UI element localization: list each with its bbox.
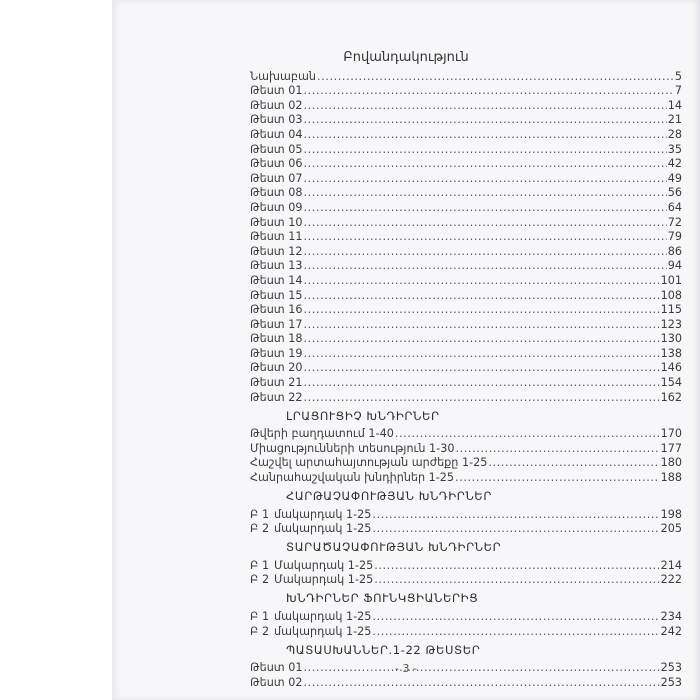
dot-leader (303, 157, 666, 171)
toc-entry-label (250, 143, 302, 157)
toc-entry-page: 222 (660, 573, 682, 587)
toc-entry-text: Թեստ 02 (250, 98, 303, 112)
toc-entry-text: մակարդակ 1-25 (274, 610, 372, 623)
dot-leader (303, 303, 659, 317)
dot-leader (395, 427, 660, 441)
toc-entry[interactable] (250, 69, 682, 84)
toc-entry-label (250, 259, 302, 273)
toc-entry-page: 56 (667, 186, 682, 200)
dot-leader (303, 128, 666, 142)
dot-leader (303, 289, 659, 303)
toc-entry-label (250, 216, 302, 230)
page-number: - 3 - (395, 662, 417, 675)
toc-entry-label (250, 573, 373, 587)
toc-entry[interactable] (250, 230, 682, 245)
dot-leader (374, 573, 659, 587)
toc-entry-page: 49 (667, 171, 682, 185)
toc-entry[interactable] (250, 215, 682, 230)
toc-entry-label (250, 186, 302, 200)
toc-entry-label (250, 347, 302, 361)
toc-entry-text: Հաշվել արտահայտության արժեքը 1-25 (250, 456, 488, 470)
toc-entry-text: Թեստ 01 (250, 661, 303, 675)
toc-entry-text: Թեստ 11 (250, 230, 303, 244)
toc-entry-level: 1 (262, 507, 270, 521)
dot-leader (372, 610, 659, 624)
toc-entry-level: 1 (262, 558, 270, 572)
toc-entry-text: Միացությունների տեսություն 1-30 (250, 441, 455, 455)
toc-entry-text: Թեստ 03 (250, 113, 303, 127)
toc-entry-text: մակարդակ 1-25 (274, 507, 372, 521)
dot-leader (455, 471, 660, 485)
toc-entry-page: 115 (660, 303, 682, 317)
dot-leader (303, 201, 666, 215)
toc-entry-page: 242 (660, 624, 682, 638)
toc-entry-label (250, 113, 302, 127)
section-heading: ՊԱՏԱՍԽԱՆՆԵՐ.1-22 ԹԵՍՏԵՐ (286, 642, 481, 657)
toc-title: Բովանդակություն (343, 50, 469, 65)
toc-entry-text: Նախաբան (250, 69, 316, 83)
toc-entry-label (250, 230, 302, 244)
toc-entry-page: 108 (660, 288, 682, 302)
toc-entry-page: 198 (660, 507, 682, 521)
toc-entry-text: Թեստ 18 (250, 332, 303, 346)
sections-list (250, 405, 682, 690)
toc-entry-page: 162 (660, 390, 682, 404)
table-of-contents (250, 69, 682, 690)
toc-entry-page: 42 (667, 157, 682, 171)
toc-entry[interactable] (250, 259, 682, 274)
toc-entry[interactable] (250, 427, 682, 442)
toc-entry-label (250, 376, 302, 390)
toc-entry[interactable] (250, 157, 682, 172)
toc-entry-level: 1 (262, 610, 270, 623)
toc-entry-label (250, 522, 371, 536)
toc-entry[interactable] (250, 675, 682, 690)
toc-entry-text: Թեստ 01 (250, 84, 303, 98)
toc-entry-text: Թեստ 16 (250, 303, 303, 317)
toc-entry[interactable] (250, 390, 682, 405)
toc-entry-label (250, 70, 316, 84)
toc-entry-label (250, 289, 302, 303)
dot-leader (303, 376, 659, 390)
toc-entry[interactable] (250, 441, 682, 456)
toc-entry-text: Մակարդակ 1-25 (274, 573, 374, 587)
toc-entry[interactable] (250, 317, 682, 332)
section-heading: ԼՐԱՑՈՒՑԻՉ ԽՆԴԻՐՆԵՐ (286, 408, 440, 423)
toc-entry-text: Հանրահաշվական խնդիրներ 1-25 (250, 471, 455, 485)
dot-leader (303, 143, 666, 157)
toc-entry[interactable] (250, 171, 682, 186)
toc-entry[interactable] (250, 303, 682, 318)
toc-entry[interactable] (250, 200, 682, 215)
toc-entry-text: Թեստ 06 (250, 157, 303, 171)
toc-entry[interactable] (250, 522, 682, 537)
dot-leader (372, 522, 659, 536)
tests-list (250, 69, 682, 405)
toc-entry-page: 72 (667, 215, 682, 229)
section-heading: ՏԱՐԱԾԱՉԱՓՈՒԹՅԱՆ ԽՆԴԻՐՆԵՐ (286, 540, 502, 555)
toc-entry[interactable] (250, 507, 682, 522)
toc-entry-text: Թեստ 02 (250, 675, 303, 689)
toc-entry-prefix: Բ (250, 522, 259, 536)
toc-entry-page: 154 (660, 376, 682, 390)
dot-leader (303, 332, 659, 346)
toc-entry-page: 146 (660, 361, 682, 375)
toc-entry-label (250, 274, 302, 288)
toc-entry-level: 2 (262, 573, 270, 587)
dot-leader (303, 318, 659, 332)
toc-entry-text: Թեստ 05 (250, 142, 303, 156)
toc-entry[interactable] (250, 244, 682, 259)
toc-entry-prefix: Բ (250, 507, 259, 521)
dot-leader (303, 172, 666, 186)
toc-entry-label (250, 84, 302, 98)
toc-entry-label (250, 391, 302, 405)
toc-entry-text: Թեստ 08 (250, 186, 303, 200)
toc-entry-label (250, 172, 302, 186)
toc-entry-page: 177 (660, 441, 682, 455)
toc-entry-page: 123 (660, 317, 682, 331)
toc-entry-page: 138 (660, 346, 682, 360)
dot-leader (303, 113, 666, 127)
toc-entry-label (250, 625, 371, 639)
section-heading: ՀԱՐԹԱՉԱՓՈՒԹՅԱՆ ԽՆԴԻՐՆԵՐ (286, 489, 492, 504)
dot-leader (372, 508, 659, 522)
dot-leader (374, 559, 659, 573)
toc-entry-text: Թեստ 19 (250, 346, 303, 360)
dot-leader (303, 245, 666, 259)
toc-entry-page: 214 (660, 558, 682, 572)
toc-entry-prefix: Բ (250, 610, 259, 623)
toc-entry-text: Թեստ 17 (250, 317, 303, 331)
toc-entry[interactable] (250, 609, 682, 624)
section-heading: ԽՆԴԻՐՆԵՐ ՖՈՒՆԿՑԻԱՆԵՐԻՑ (286, 591, 479, 606)
toc-entry-prefix: Բ (250, 624, 259, 638)
toc-entry-text: Թեստ 20 (250, 361, 303, 375)
toc-entry-page: 234 (660, 610, 682, 623)
toc-entry-label (250, 427, 394, 441)
toc-entry-level: 2 (262, 522, 270, 536)
toc-entry-text: մակարդակ 1-25 (274, 522, 372, 536)
toc-entry[interactable] (250, 558, 682, 573)
toc-entry[interactable] (250, 288, 682, 303)
toc-entry[interactable] (250, 113, 682, 128)
toc-entry-page: 180 (660, 456, 682, 470)
toc-entry-page: 253 (660, 675, 682, 689)
toc-entry-page: 94 (667, 259, 682, 273)
toc-entry-text: Թեստ 12 (250, 244, 303, 258)
toc-entry-text: Թեստ 22 (250, 390, 303, 404)
toc-entry-prefix: Բ (250, 558, 259, 572)
toc-entry[interactable] (250, 375, 682, 390)
toc-entry-page: 35 (667, 142, 682, 156)
toc-entry-label (250, 442, 454, 456)
toc-entry-label (250, 559, 373, 573)
dot-leader (303, 347, 659, 361)
dot-leader (303, 259, 666, 273)
dot-leader (303, 274, 659, 288)
toc-entry[interactable] (250, 332, 682, 347)
toc-entry-page: 21 (667, 113, 682, 127)
toc-entry-text: Թեստ 09 (250, 200, 303, 214)
toc-entry-page: 7 (674, 84, 682, 98)
toc-entry-text: Թեստ 10 (250, 215, 303, 229)
toc-entry[interactable] (250, 98, 682, 113)
dot-leader (303, 216, 666, 230)
dot-leader (455, 442, 659, 456)
toc-entry-label (250, 245, 302, 259)
dot-leader (303, 391, 659, 405)
dot-leader (488, 456, 659, 470)
toc-entry-page: 28 (667, 127, 682, 141)
toc-entry-page: 101 (660, 273, 682, 287)
toc-entry-label (250, 128, 302, 142)
toc-entry-text: Թեստ 04 (250, 127, 303, 141)
toc-entry-text: Թվերի բաղդատում 1-40 (250, 427, 394, 441)
toc-entry-page: 79 (667, 230, 682, 244)
toc-entry-label (250, 157, 302, 171)
toc-entry-page: 14 (667, 98, 682, 112)
toc-entry[interactable] (250, 624, 682, 639)
toc-entry-page: 205 (660, 522, 682, 536)
toc-entry-text: Թեստ 15 (250, 288, 303, 302)
book-page (112, 0, 700, 700)
toc-entry-label (250, 508, 371, 522)
toc-entry-prefix: Բ (250, 573, 259, 587)
toc-entry-label (250, 456, 487, 470)
toc-entry-text: Թեստ 14 (250, 273, 303, 287)
dot-leader (303, 186, 666, 200)
dot-leader (303, 230, 666, 244)
dot-leader (303, 99, 666, 113)
toc-entry[interactable] (250, 346, 682, 361)
toc-entry-page: 64 (667, 200, 682, 214)
toc-entry-page: 86 (667, 244, 682, 258)
toc-entry-text: Թեստ 13 (250, 259, 303, 273)
toc-entry-text: մակարդակ 1-25 (274, 624, 372, 638)
toc-entry-label (250, 676, 302, 690)
toc-entry[interactable] (250, 573, 682, 588)
toc-entry[interactable] (250, 84, 682, 99)
toc-entry-label (250, 332, 302, 346)
dot-leader (317, 70, 674, 84)
toc-entry-page: 188 (660, 471, 682, 485)
toc-entry-page: 5 (674, 69, 682, 83)
toc-entry-label (250, 303, 302, 317)
toc-entry[interactable] (250, 361, 682, 376)
toc-entry-label (250, 361, 302, 375)
toc-entry-label (250, 610, 371, 624)
toc-entry[interactable] (250, 273, 682, 288)
toc-entry-text: Մակարդակ 1-25 (274, 558, 374, 572)
toc-entry-page: 130 (660, 332, 682, 346)
toc-entry[interactable] (250, 186, 682, 201)
toc-entry[interactable] (250, 127, 682, 142)
toc-entry-level: 2 (262, 624, 270, 638)
toc-entry-page: 253 (660, 661, 682, 675)
dot-leader (303, 676, 659, 690)
toc-entry[interactable] (250, 456, 682, 471)
toc-entry-label (250, 318, 302, 332)
toc-entry-label (250, 471, 454, 485)
toc-entry-text: Թեստ 07 (250, 171, 303, 185)
toc-entry-page: 170 (660, 427, 682, 441)
toc-entry[interactable] (250, 142, 682, 157)
toc-entry-label (250, 99, 302, 113)
dot-leader (303, 84, 673, 98)
dot-leader (303, 361, 659, 375)
toc-entry[interactable] (250, 470, 682, 485)
toc-entry-text: Թեստ 21 (250, 376, 303, 390)
dot-leader (372, 625, 659, 639)
toc-entry-label (250, 201, 302, 215)
